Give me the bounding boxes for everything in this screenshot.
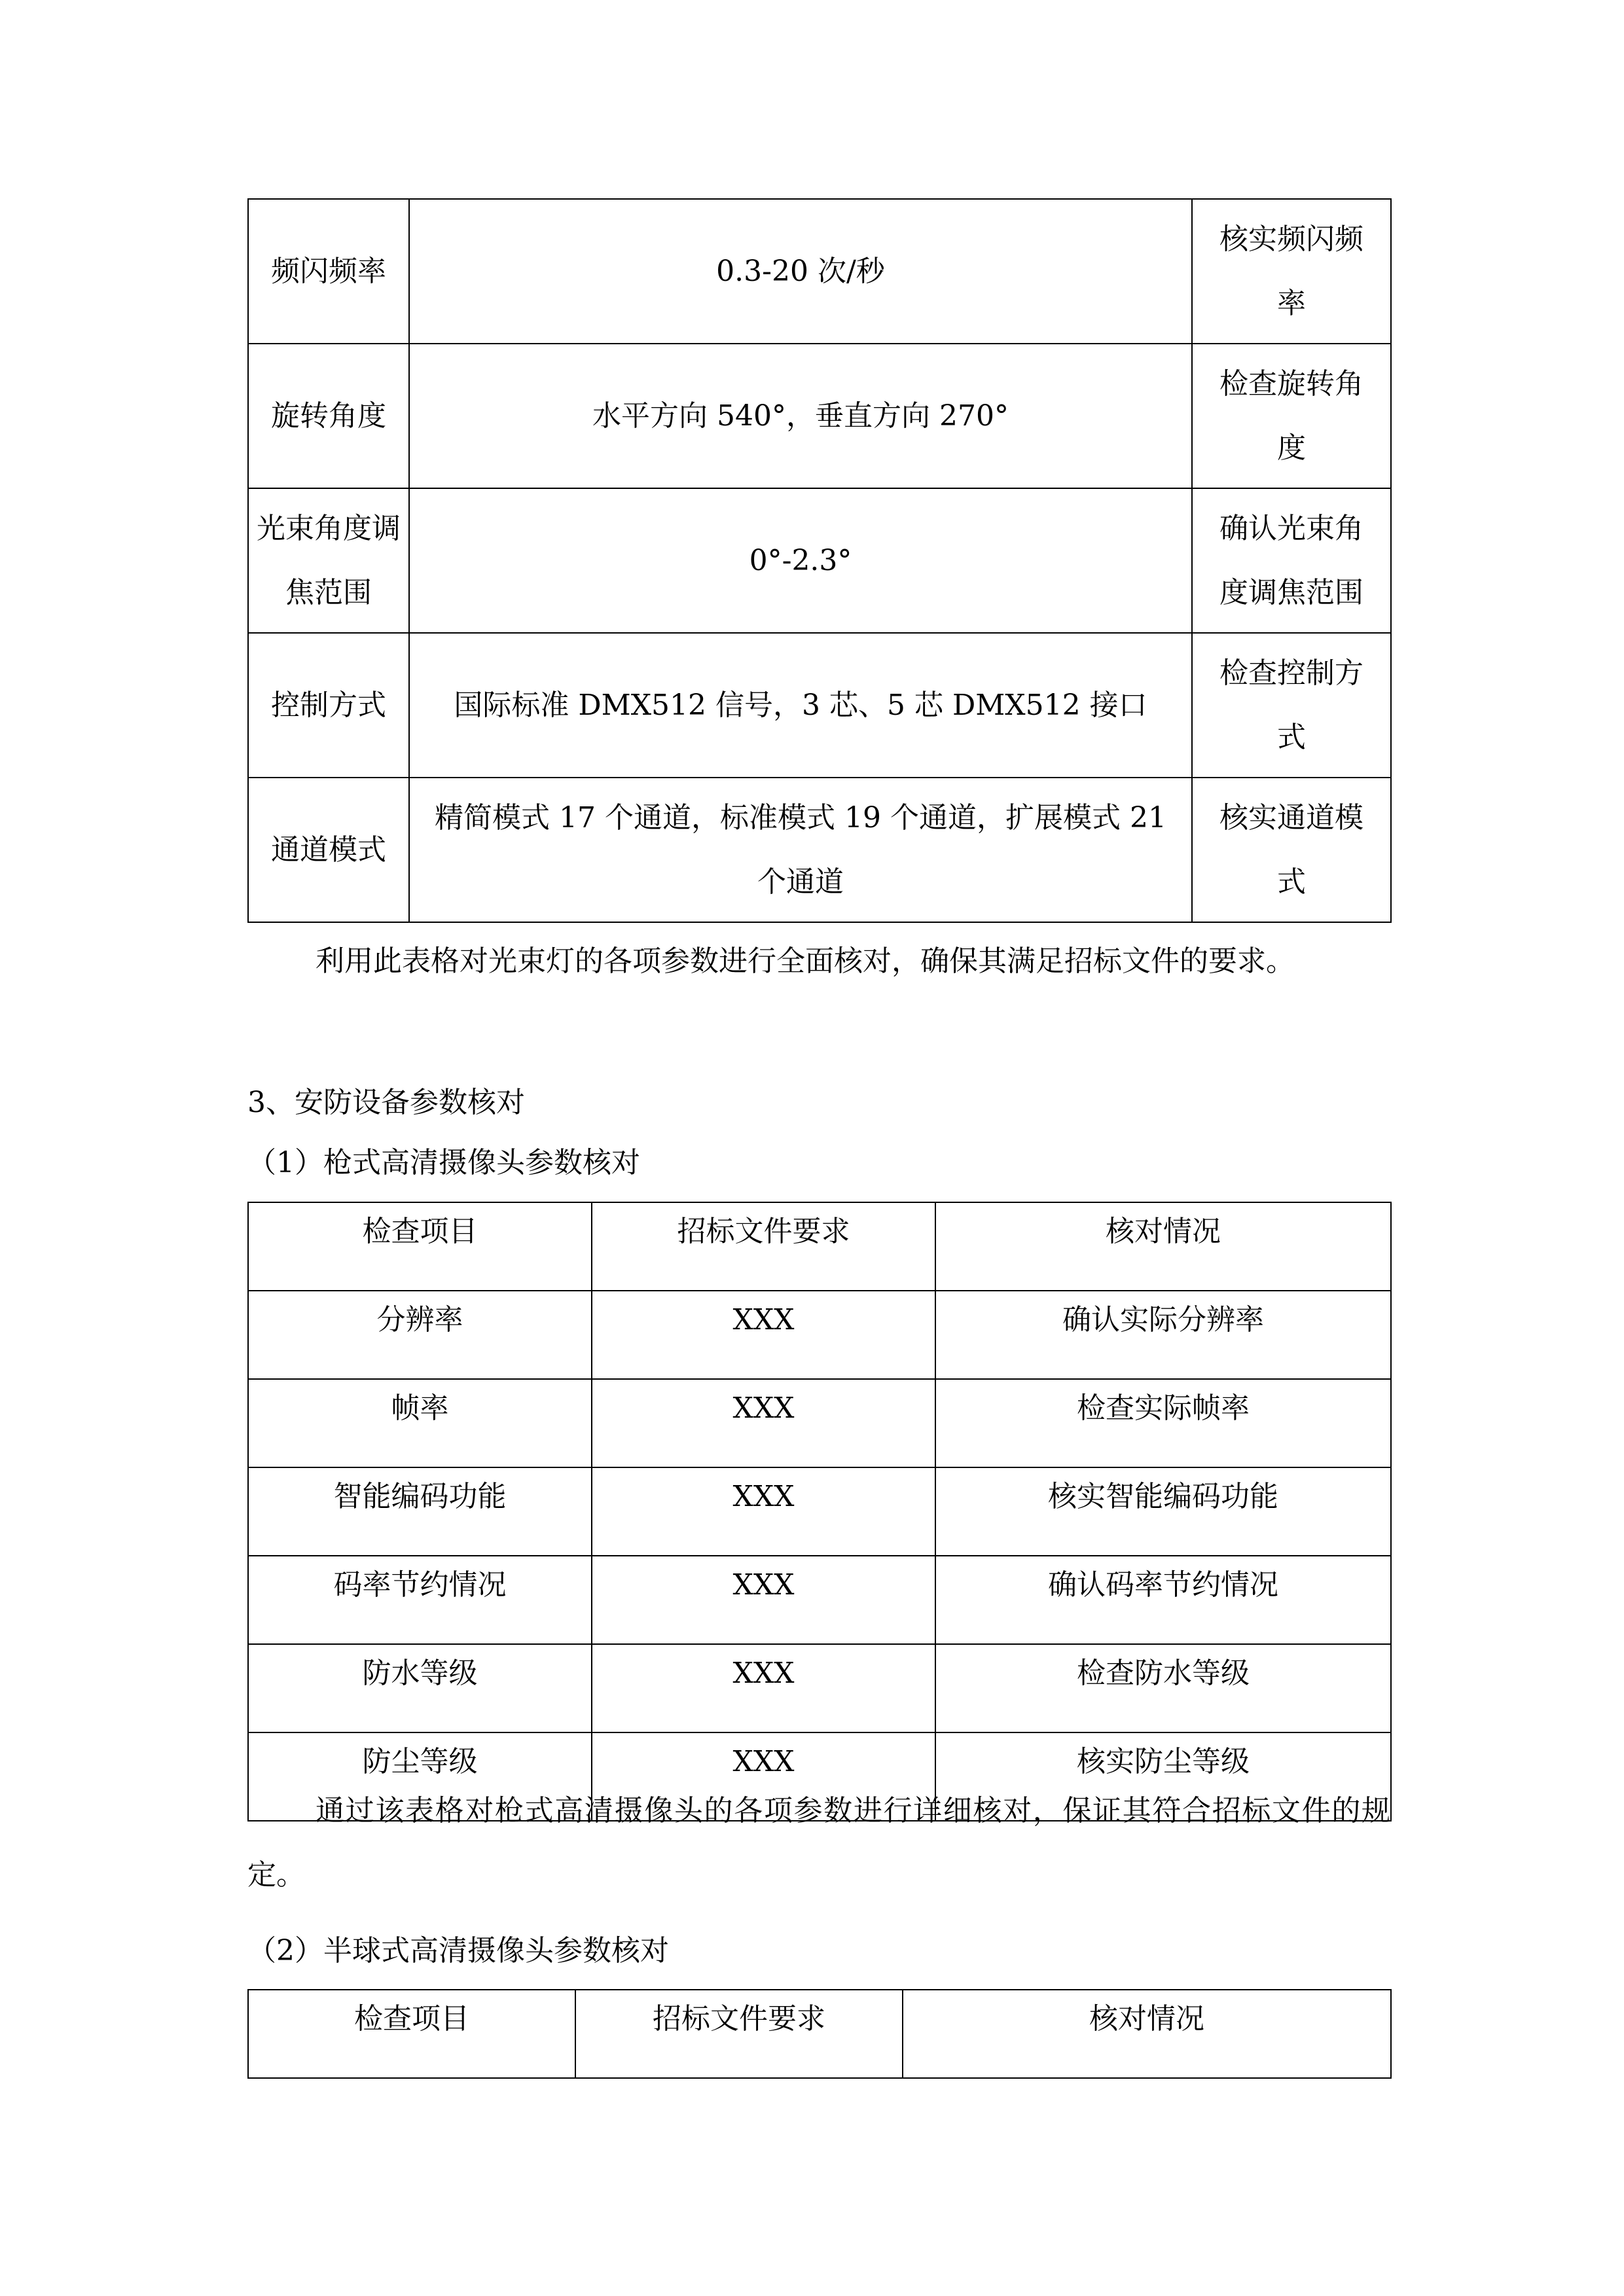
- spec-cell: 0°-2.3°: [409, 488, 1192, 633]
- gun-camera-parameter-table: [247, 1202, 1392, 1821]
- item-cell: 分辨率: [248, 1291, 592, 1379]
- table-header-row: [248, 1202, 1391, 1291]
- check-cell: 核实通道模式: [1192, 778, 1391, 922]
- table-row: [248, 1467, 1391, 1556]
- check-cell: 确认码率节约情况: [935, 1556, 1391, 1644]
- table-row: [248, 778, 1391, 922]
- spec-cell: 水平方向 540°，垂直方向 270°: [409, 344, 1192, 488]
- requirement-cell: XXX: [592, 1467, 935, 1556]
- check-cell: 核实防尘等级: [935, 1732, 1391, 1821]
- gun-camera-summary-paragraph: 通过该表格对枪式高清摄像头的各项参数进行详细核对，保证其符合招标文件的规定。: [247, 1794, 1390, 1892]
- item-cell: 光束角度调焦范围: [248, 488, 409, 633]
- requirement-cell: XXX: [592, 1732, 935, 1821]
- dome-camera-parameter-table: [247, 1989, 1392, 2079]
- section-3-heading: 3、安防设备参数核对: [247, 1086, 525, 1119]
- table-row: [248, 633, 1391, 778]
- item-cell: 码率节约情况: [248, 1556, 592, 1644]
- item-cell: 控制方式: [248, 633, 409, 778]
- check-cell: 确认光束角度调焦范围: [1192, 488, 1391, 633]
- check-cell: 核实智能编码功能: [935, 1467, 1391, 1556]
- item-cell: 旋转角度: [248, 344, 409, 488]
- table-header-row: [248, 1990, 1391, 2078]
- table-row: [248, 1379, 1391, 1467]
- check-cell: 检查控制方式: [1192, 633, 1391, 778]
- item-cell: 智能编码功能: [248, 1467, 592, 1556]
- table-row: [248, 1644, 1391, 1732]
- check-cell: 检查防水等级: [935, 1644, 1391, 1732]
- item-cell: 通道模式: [248, 778, 409, 922]
- table-row: [248, 199, 1391, 344]
- requirement-cell: XXX: [592, 1291, 935, 1379]
- check-cell: 核实频闪频率: [1192, 199, 1391, 344]
- item-cell: 帧率: [248, 1379, 592, 1467]
- table-row: [248, 344, 1391, 488]
- spec-cell: 0.3-20 次/秒: [409, 199, 1192, 344]
- item-cell: 防尘等级: [248, 1732, 592, 1821]
- gun-camera-subheading: （1）枪式高清摄像头参数核对: [247, 1146, 640, 1179]
- header-cell: 检查项目: [248, 1990, 575, 2078]
- table-row: [248, 488, 1391, 633]
- dome-camera-subheading: （2）半球式高清摄像头参数核对: [247, 1934, 669, 1967]
- header-cell: 核对情况: [935, 1202, 1391, 1291]
- header-cell: 招标文件要求: [592, 1202, 935, 1291]
- check-cell: 检查旋转角度: [1192, 344, 1391, 488]
- requirement-cell: XXX: [592, 1644, 935, 1732]
- check-cell: 确认实际分辨率: [935, 1291, 1391, 1379]
- beam-light-summary-paragraph: 利用此表格对光束灯的各项参数进行全面核对，确保其满足招标文件的要求。: [316, 944, 1295, 978]
- header-cell: 核对情况: [903, 1990, 1391, 2078]
- item-cell: 频闪频率: [248, 199, 409, 344]
- header-cell: 招标文件要求: [575, 1990, 903, 2078]
- table-row: [248, 1556, 1391, 1644]
- spec-cell: 精简模式 17 个通道，标准模式 19 个通道，扩展模式 21 个通道: [409, 778, 1192, 922]
- requirement-cell: XXX: [592, 1379, 935, 1467]
- spec-cell: 国际标准 DMX512 信号，3 芯、5 芯 DMX512 接口: [409, 633, 1192, 778]
- table-row: [248, 1291, 1391, 1379]
- check-cell: 检查实际帧率: [935, 1379, 1391, 1467]
- item-cell: 防水等级: [248, 1644, 592, 1732]
- beam-light-parameter-table: [247, 198, 1392, 923]
- requirement-cell: XXX: [592, 1556, 935, 1644]
- header-cell: 检查项目: [248, 1202, 592, 1291]
